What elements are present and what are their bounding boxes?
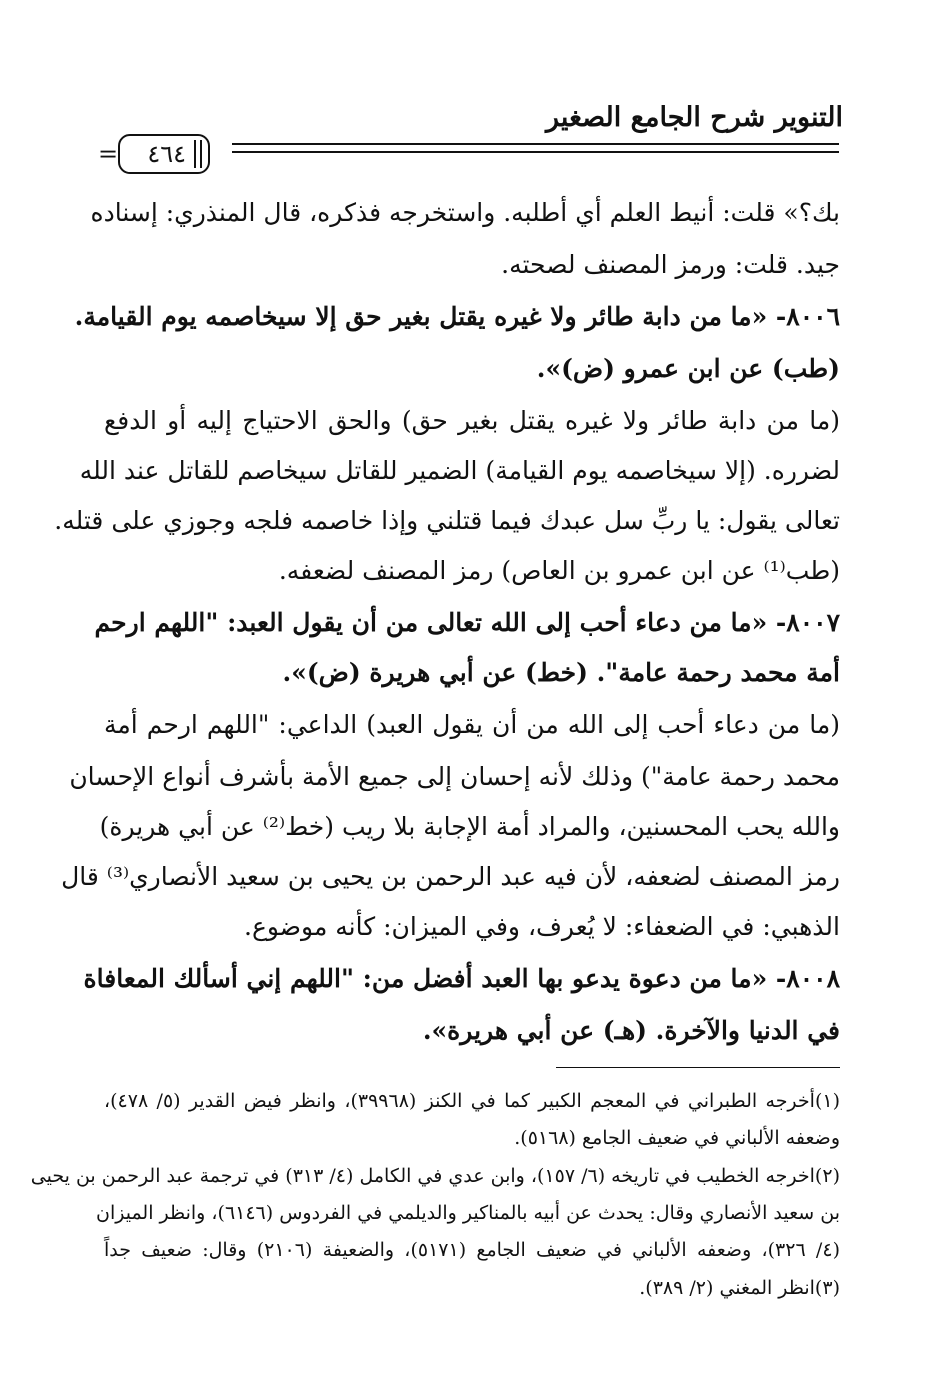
body-line: والله يحب المحسنين، والمراد أمة الإجابة بلا ريب (خط⁽²⁾ عن أبي هريرة) xyxy=(99,812,840,841)
body-line: (ما من دعاء أحب إلى الله من أن يقول العبد) الداعي: "اللهم ارحم أمة xyxy=(104,710,840,739)
hadith-8006-line: ٨٠٠٦- «ما من دابة طائر ولا غيره يقتل بغير حق إلا سيخاصمه يوم القيامة. xyxy=(74,302,840,331)
footnote-line: (٣)انظر المغني (٢/ ٣٨٩). xyxy=(639,1277,840,1299)
body-line: تعالى يقول: يا ربِّ سل عبدك فيما قتلني وإذا خاصمه فلجه وجوزي على قتله. xyxy=(54,506,840,535)
hadith-8008-line: ٨٠٠٨- «ما من دعوة يدعو بها العبد أفضل من: "اللهم إني أسألك المعافاة xyxy=(83,964,840,993)
body-line: محمد رحمة عامة") وذلك لأنه إحسان إلى جميع الأمة بأشرف أنواع الإحسان xyxy=(69,762,840,791)
body-line: رمز المصنف لضعفه، لأن فيه عبد الرحمن بن يحيى بن سعيد الأنصاري⁽³⁾ قال xyxy=(61,862,840,891)
footnote-line: بن سعيد الأنصاري وقال: يحدث عن أبيه بالمناكير والديلمي في الفردوس (٦١٤٦)، وانظر الميزان xyxy=(96,1202,840,1224)
page-number-frame xyxy=(118,134,210,174)
body-line: لضرره. (إلا سيخاصمه يوم القيامة) الضمير للقاتل سيخاصم للقاتل عند الله xyxy=(79,456,840,485)
hadith-8006-source: (طب) عن ابن عمرو (ض)». xyxy=(536,354,840,383)
body-line: (طب⁽¹⁾ عن ابن عمرو بن العاص) رمز المصنف لضعفه. xyxy=(278,556,840,585)
body-line: الذهبي: في الضعفاء: لا يُعرف، وفي الميزان: كأنه موضوع. xyxy=(244,912,840,941)
hadith-8007-source: أمة محمد رحمة عامة". (خط) عن أبي هريرة (ض)». xyxy=(282,658,840,687)
body-line: جيد. قلت: ورمز المصنف لصحته. xyxy=(501,250,840,279)
running-header-title: التنوير شرح الجامع الصغير xyxy=(546,102,843,133)
header-rule-top xyxy=(232,143,839,145)
hadith-8008-source: في الدنيا والآخرة. (هـ) عن أبي هريرة». xyxy=(422,1016,840,1045)
footnote-separator xyxy=(556,1067,840,1068)
footnote-line: (١)أخرجه الطبراني في المعجم الكبير كما في الكنز (٣٩٩٦٨)، وانظر فيض القدير (٥/ ٤٧٨)، xyxy=(104,1090,840,1112)
page-number: ٤٦٤ xyxy=(147,140,186,168)
footnote-line: (٢)اخرجه الخطيب في تاريخه (٦/ ١٥٧)، وابن عدي في الكامل (٤/ ٣١٣) في ترجمة عبد الرحمن بن يحيى xyxy=(30,1165,840,1187)
body-line: بك؟» قلت: أنيط العلم أي أطلبه. واستخرجه فذكره، قال المنذري: إسناده xyxy=(90,198,840,227)
footnote-line: (٤/ ٣٢٦)، وضعفه الألباني في ضعيف الجامع (٥١٧١)، والضعيفة (٢١٠٦) وقال: ضعيف جداً xyxy=(104,1239,840,1261)
footnote-line: وضعفه الألباني في ضعيف الجامع (٥١٦٨). xyxy=(514,1127,840,1149)
header-ornament: = xyxy=(98,140,119,168)
body-line: (ما من دابة طائر ولا غيره يقتل بغير حق) والحق الاحتياج إليه أو الدفع xyxy=(104,406,840,435)
hadith-8007-line: ٨٠٠٧- «ما من دعاء أحب إلى الله تعالى من أن يقول العبد: "اللهم ارحم xyxy=(94,608,840,637)
header-rule-bottom xyxy=(232,151,839,153)
